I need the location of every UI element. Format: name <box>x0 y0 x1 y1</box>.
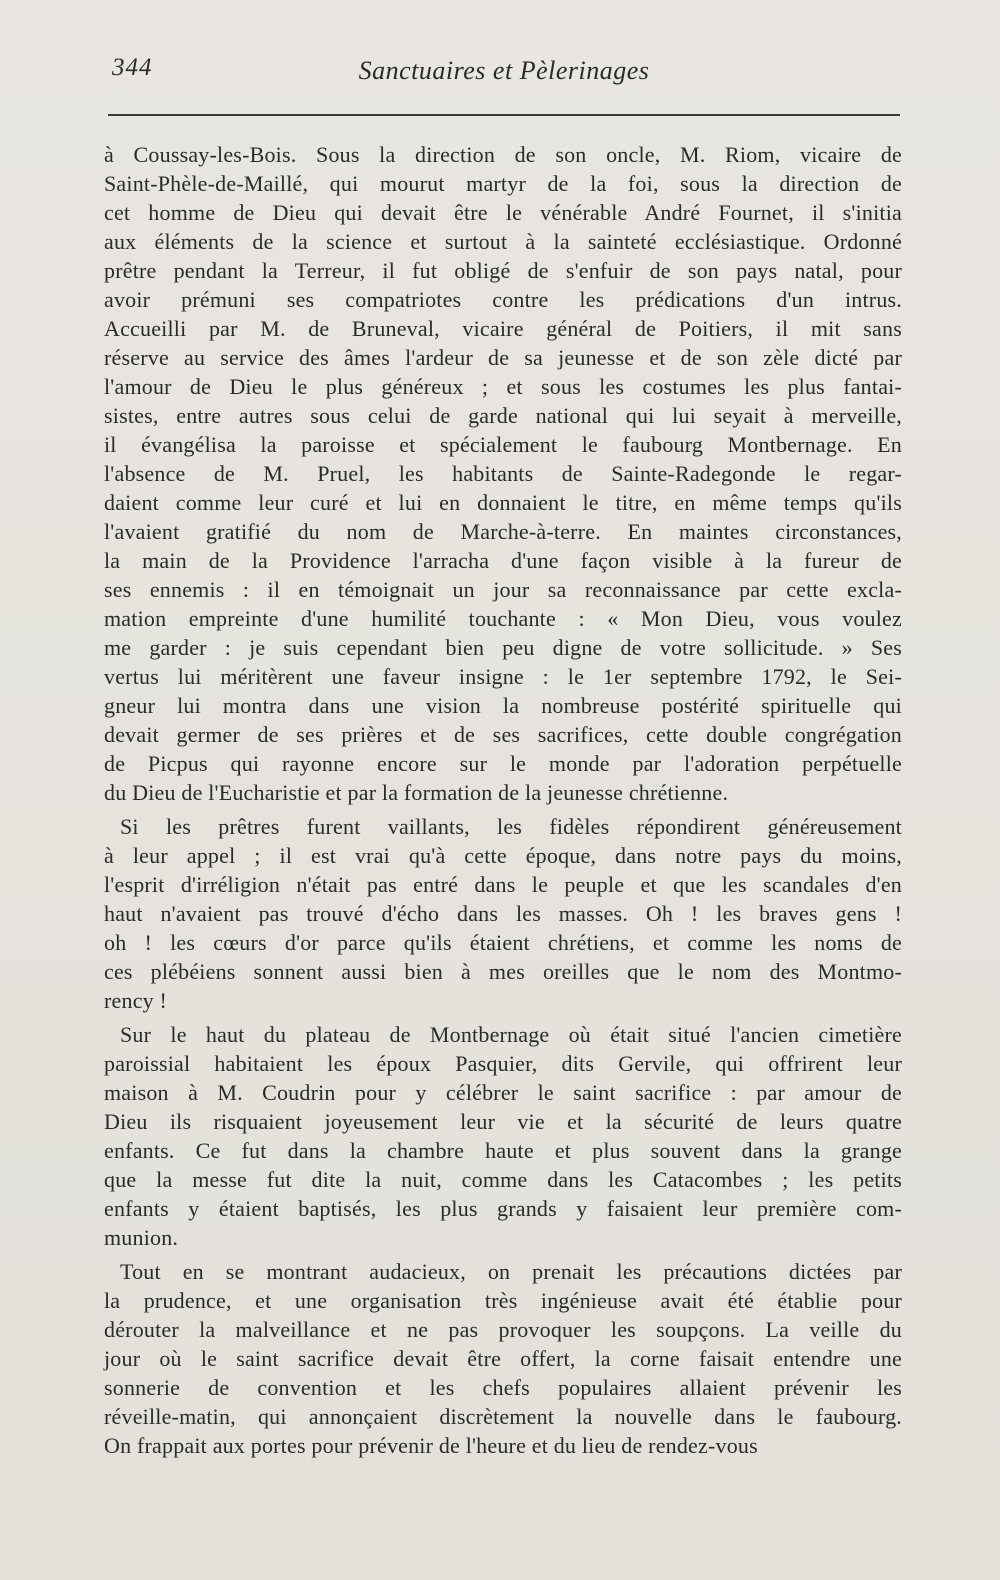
text-line: Tout en se montrant audacieux, on prenait les précautions dictées par <box>120 1259 902 1284</box>
text-line: Saint-Phèle-de-Maillé, qui mourut martyr de la foi, sous la direction de <box>104 171 902 196</box>
text-line: Sur le haut du plateau de Montbernage où était situé l'ancien cimetière <box>120 1022 902 1047</box>
text-line: On frappait aux portes pour prévenir de l'heure et du lieu de rendez-vous <box>104 1433 758 1458</box>
text-line: dérouter la malveillance et ne pas provoquer les soupçons. La veille du <box>104 1317 902 1342</box>
text-line: mation empreinte d'une humilité touchante : « Mon Dieu, vous voulez <box>104 606 902 631</box>
text-line: aux éléments de la science et surtout à la sainteté ecclésiastique. Ordonné <box>104 229 902 254</box>
text-line: enfants y étaient baptisés, les plus grands y faisaient leur première com- <box>104 1196 902 1221</box>
paragraph <box>104 812 902 1015</box>
text-line: ces plébéiens sonnent aussi bien à mes oreilles que le nom des Montmo- <box>104 959 902 984</box>
text-line: devait germer de ses prières et de ses sacrifices, cette double congrégation <box>104 722 902 747</box>
text-line: ses ennemis : il en témoignait un jour sa reconnaissance par cette excla- <box>104 577 902 602</box>
text-line: l'absence de M. Pruel, les habitants de Sainte-Radegonde le regar- <box>104 461 902 486</box>
text-line: paroissial habitaient les époux Pasquier, dits Gervile, qui offrirent leur <box>104 1051 902 1076</box>
page-number: 344 <box>112 54 153 81</box>
text-line: Dieu ils risquaient joyeusement leur vie et la sécurité de leurs quatre <box>104 1109 902 1134</box>
text-line: du Dieu de l'Eucharistie et par la formation de la jeunesse chrétienne. <box>104 780 729 805</box>
text-line: l'amour de Dieu le plus généreux ; et sous les costumes les plus fantai- <box>104 374 902 399</box>
text-line: jour où le saint sacrifice devait être offert, la corne faisait entendre une <box>104 1346 902 1371</box>
text-line: l'esprit d'irréligion n'était pas entré dans le peuple et que les scandales d'en <box>104 872 902 897</box>
text-line: oh ! les cœurs d'or parce qu'ils étaient chrétiens, et comme les noms de <box>104 930 902 955</box>
text-line: réserve au service des âmes l'ardeur de sa jeunesse et de son zèle dicté par <box>104 345 902 370</box>
text-line: la prudence, et une organisation très ingénieuse avait été établie pour <box>104 1288 902 1313</box>
text-line: la main de la Providence l'arracha d'une façon visible à la fureur de <box>104 548 902 573</box>
text-line: réveille-matin, qui annonçaient discrètement la nouvelle dans le faubourg. <box>104 1404 902 1429</box>
text-line: haut n'avaient pas trouvé d'écho dans les masses. Oh ! les braves gens ! <box>104 901 902 926</box>
text-line: à leur appel ; il est vrai qu'à cette époque, dans notre pays du moins, <box>104 843 902 868</box>
text-line: de Picpus qui rayonne encore sur le monde par l'adoration perpétuelle <box>104 751 902 776</box>
body-text <box>104 140 902 1460</box>
text-line: me garder : je suis cependant bien peu digne de votre sollicitude. » Ses <box>104 635 902 660</box>
text-line: sistes, entre autres sous celui de garde national qui lui seyait à merveille, <box>104 403 902 428</box>
text-line: prêtre pendant la Terreur, il fut obligé de s'enfuir de son pays natal, pour <box>104 258 902 283</box>
text-line: l'avaient gratifié du nom de Marche-à-terre. En maintes circonstances, <box>104 519 902 544</box>
paragraph <box>104 1020 902 1252</box>
paragraph <box>104 140 902 807</box>
text-line: il évangélisa la paroisse et spécialement le faubourg Montbernage. En <box>104 432 902 457</box>
text-line: avoir prémuni ses compatriotes contre les prédications d'un intrus. <box>104 287 902 312</box>
text-line: maison à M. Coudrin pour y célébrer le saint sacrifice : par amour de <box>104 1080 902 1105</box>
text-line: gneur lui montra dans une vision la nombreuse postérité spirituelle qui <box>104 693 902 718</box>
text-line: vertus lui méritèrent une faveur insigne : le 1er septembre 1792, le Sei- <box>104 664 902 689</box>
text-line: rency ! <box>104 988 168 1013</box>
text-line: Si les prêtres furent vaillants, les fidèles répondirent généreusement <box>120 814 902 839</box>
page-header <box>108 48 900 98</box>
text-line: sonnerie de convention et les chefs populaires allaient prévenir les <box>104 1375 902 1400</box>
text-line: Accueilli par M. de Bruneval, vicaire général de Poitiers, il mit sans <box>104 316 902 341</box>
text-line: munion. <box>104 1225 179 1250</box>
header-rule <box>108 114 900 116</box>
text-line: que la messe fut dite la nuit, comme dans les Catacombes ; les petits <box>104 1167 902 1192</box>
text-line: daient comme leur curé et lui en donnaient le titre, en même temps qu'ils <box>104 490 902 515</box>
running-title: Sanctuaires et Pèlerinages <box>358 56 650 85</box>
text-line: enfants. Ce fut dans la chambre haute et plus souvent dans la grange <box>104 1138 902 1163</box>
text-line: à Coussay-les-Bois. Sous la direction de son oncle, M. Riom, vicaire de <box>104 142 902 167</box>
paragraph <box>104 1257 902 1460</box>
text-line: cet homme de Dieu qui devait être le vénérable André Fournet, il s'initia <box>104 200 902 225</box>
